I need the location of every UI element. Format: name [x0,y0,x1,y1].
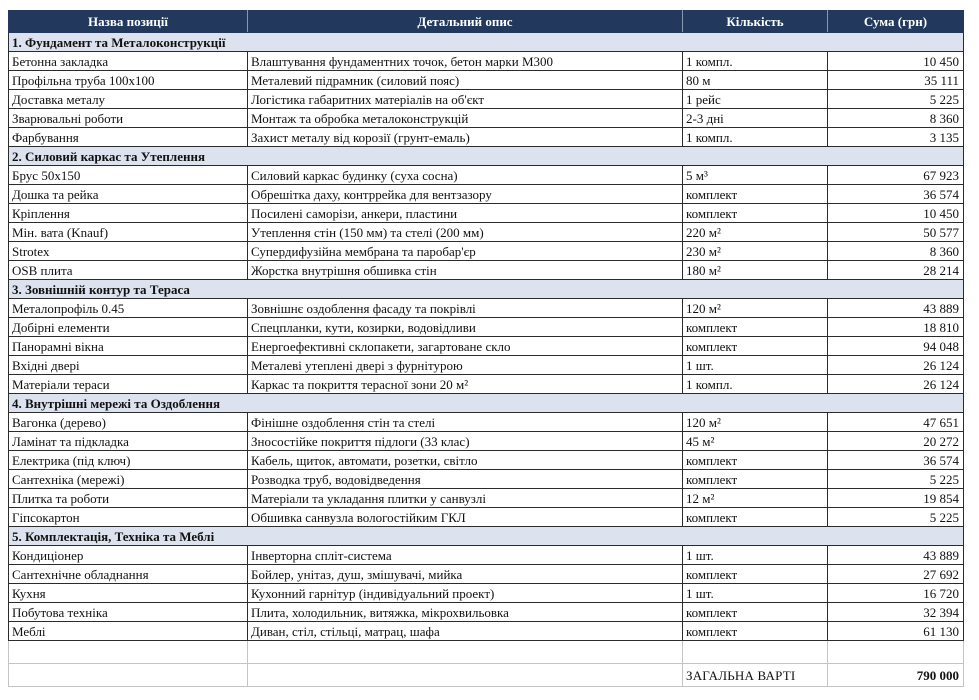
cell-quantity[interactable]: 120 м² [683,413,828,432]
cell-description[interactable]: Зовнішнє оздоблення фасаду та покрівлі [248,299,683,318]
cell-quantity[interactable]: 1 компл. [683,375,828,394]
table-row [9,451,964,470]
cell-quantity[interactable]: комплект [683,470,828,489]
cell-name[interactable]: Металопрофіль 0.45 [9,299,248,318]
cell-quantity[interactable]: 1 шт. [683,584,828,603]
cell-sum[interactable]: 26 124 [828,375,964,394]
cell-sum[interactable]: 32 394 [828,603,964,622]
cell-name[interactable]: Мін. вата (Knauf) [9,223,248,242]
table-row [9,375,964,394]
cell-quantity[interactable]: 1 шт. [683,546,828,565]
cell-name[interactable]: Фарбування [9,128,248,147]
cell-description[interactable]: Інверторна спліт-система [248,546,683,565]
cell-description[interactable]: Плита, холодильник, витяжка, мікрохвильовка [248,603,683,622]
cell-description[interactable]: Диван, стіл, стільці, матрац, шафа [248,622,683,641]
section-header-row [9,33,964,52]
cell-sum[interactable]: 36 574 [828,451,964,470]
table-row [9,223,964,242]
cell-sum[interactable]: 10 450 [828,204,964,223]
cell-name[interactable]: Вхідні двері [9,356,248,375]
cell-quantity[interactable]: 1 шт. [683,356,828,375]
total-label[interactable]: ЗАГАЛЬНА ВАРТІ [683,664,828,687]
cell-quantity[interactable]: 1 компл. [683,52,828,71]
header-row [9,11,964,33]
cell-name[interactable]: Сантехніка (мережі) [9,470,248,489]
cell-sum[interactable]: 10 450 [828,52,964,71]
cell-name[interactable]: Бетонна закладка [9,52,248,71]
cell-sum[interactable]: 94 048 [828,337,964,356]
cell-name[interactable]: Кондиціонер [9,546,248,565]
cell-description[interactable]: Утеплення стін (150 мм) та стелі (200 мм) [248,223,683,242]
table-row [9,318,964,337]
cell-quantity[interactable]: 80 м [683,71,828,90]
table-row [9,52,964,71]
cell-description[interactable]: Спецпланки, кути, козирки, водовідливи [248,318,683,337]
cell-quantity[interactable]: 180 м² [683,261,828,280]
cell-name[interactable]: Доставка металу [9,90,248,109]
cell-description[interactable]: Жорстка внутрішня обшивка стін [248,261,683,280]
total-row [9,664,964,687]
cell-sum[interactable]: 61 130 [828,622,964,641]
cell-sum[interactable]: 8 360 [828,109,964,128]
table-row [9,337,964,356]
cell-quantity[interactable]: 2-3 дні [683,109,828,128]
table-row [9,242,964,261]
cell-quantity[interactable]: 120 м² [683,299,828,318]
cell-name[interactable]: Добірні елементи [9,318,248,337]
empty-cell[interactable] [683,641,828,664]
header-quantity[interactable]: Кількість [683,11,828,33]
cell-name[interactable]: Меблі [9,622,248,641]
empty-cell[interactable] [9,641,248,664]
cell-quantity[interactable]: 1 рейс [683,90,828,109]
section-title[interactable]: 5. Комплектація, Техніка та Меблі [9,527,964,546]
cell-description[interactable]: Кухонний гарнітур (індивідуальний проект) [248,584,683,603]
cell-sum[interactable]: 18 810 [828,318,964,337]
cell-quantity[interactable]: 12 м² [683,489,828,508]
cell-sum[interactable]: 8 360 [828,242,964,261]
estimate-table [8,10,964,687]
section-header-row [9,527,964,546]
cell-name[interactable]: Гіпсокартон [9,508,248,527]
cell-quantity[interactable]: комплект [683,603,828,622]
cell-name[interactable]: Сантехнічне обладнання [9,565,248,584]
table-row [9,261,964,280]
cell-description[interactable]: Бойлер, унітаз, душ, змішувачі, мийка [248,565,683,584]
table-row [9,470,964,489]
header-description[interactable]: Детальний опис [248,11,683,33]
spacer-row [9,641,964,664]
cell-sum[interactable]: 5 225 [828,508,964,527]
cell-name[interactable]: Кухня [9,584,248,603]
cell-name[interactable]: OSB плита [9,261,248,280]
cell-sum[interactable]: 27 692 [828,565,964,584]
cell-sum[interactable]: 43 889 [828,299,964,318]
cell-sum[interactable]: 28 214 [828,261,964,280]
cell-name[interactable]: Зварювальні роботи [9,109,248,128]
cell-sum[interactable]: 3 135 [828,128,964,147]
section-title[interactable]: 3. Зовнішній контур та Тераса [9,280,964,299]
cell-name[interactable]: Strotex [9,242,248,261]
cell-quantity[interactable]: 5 м³ [683,166,828,185]
cell-description[interactable]: Каркас та покриття терасної зони 20 м² [248,375,683,394]
cell-sum[interactable]: 26 124 [828,356,964,375]
cell-description[interactable]: Силовий каркас будинку (суха сосна) [248,166,683,185]
cell-sum[interactable]: 35 111 [828,71,964,90]
cell-description[interactable]: Посилені саморізи, анкери, пластини [248,204,683,223]
cell-quantity[interactable]: комплект [683,565,828,584]
cell-description[interactable]: Обшивка санвузла вологостійким ГКЛ [248,508,683,527]
table-row [9,166,964,185]
table-row [9,299,964,318]
cell-description[interactable]: Матеріали та укладання плитки у санвузлі [248,489,683,508]
empty-cell[interactable] [248,641,683,664]
cell-quantity[interactable]: комплект [683,451,828,470]
cell-description[interactable]: Обрешітка даху, контррейка для вентзазору [248,185,683,204]
cell-quantity[interactable]: комплект [683,337,828,356]
empty-cell[interactable] [828,641,964,664]
cell-name[interactable]: Кріплення [9,204,248,223]
cell-sum[interactable]: 43 889 [828,546,964,565]
table-row [9,71,964,90]
table-row [9,90,964,109]
cell-name[interactable]: Побутова техніка [9,603,248,622]
table-row [9,185,964,204]
cell-quantity[interactable]: комплект [683,318,828,337]
cell-description[interactable]: Фінішне оздоблення стін та стелі [248,413,683,432]
cell-quantity[interactable]: 1 компл. [683,128,828,147]
section-header-row [9,147,964,166]
cell-sum[interactable]: 20 272 [828,432,964,451]
section-title[interactable]: 1. Фундамент та Металоконструкції [9,33,964,52]
cell-name[interactable]: Плитка та роботи [9,489,248,508]
cell-description[interactable]: Супердифузійна мембрана та паробар'єр [248,242,683,261]
cell-quantity[interactable]: 230 м² [683,242,828,261]
cell-sum[interactable]: 50 577 [828,223,964,242]
cell-quantity[interactable]: 45 м² [683,432,828,451]
section-header-row [9,394,964,413]
total-value[interactable]: 790 000 [828,664,964,687]
empty-cell[interactable] [248,664,683,687]
table-row [9,603,964,622]
cell-quantity[interactable]: комплект [683,508,828,527]
table-row [9,204,964,223]
cell-sum[interactable]: 5 225 [828,470,964,489]
table-row [9,432,964,451]
table-row [9,489,964,508]
table-row [9,128,964,147]
cell-name[interactable]: Панорамні вікна [9,337,248,356]
cell-sum[interactable]: 5 225 [828,90,964,109]
cell-sum[interactable]: 19 854 [828,489,964,508]
cell-name[interactable]: Дошка та рейка [9,185,248,204]
cell-description[interactable]: Захист металу від корозії (грунт-емаль) [248,128,683,147]
cell-sum[interactable]: 16 720 [828,584,964,603]
section-title[interactable]: 4. Внутрішні мережі та Оздоблення [9,394,964,413]
cell-description[interactable]: Монтаж та обробка металоконструкцій [248,109,683,128]
cell-description[interactable]: Влаштування фундаментних точок, бетон марки М300 [248,52,683,71]
cell-description[interactable]: Металевий підрамник (силовий пояс) [248,71,683,90]
section-header-row [9,280,964,299]
empty-cell[interactable] [9,664,248,687]
header-sum[interactable]: Сума (грн) [828,11,964,33]
cell-sum[interactable]: 36 574 [828,185,964,204]
cell-description[interactable]: Енергоефективні склопакети, загартоване скло [248,337,683,356]
cell-description[interactable]: Логістика габаритних матеріалів на об'єкт [248,90,683,109]
cell-description[interactable]: Зносостійке покриття підлоги (33 клас) [248,432,683,451]
cell-sum[interactable]: 47 651 [828,413,964,432]
table-row [9,508,964,527]
section-title[interactable]: 2. Силовий каркас та Утеплення [9,147,964,166]
header-name[interactable]: Назва позиції [9,11,248,33]
table-row [9,413,964,432]
cell-name[interactable]: Брус 50х150 [9,166,248,185]
table-row [9,109,964,128]
cell-name[interactable]: Матеріали тераси [9,375,248,394]
table-row [9,565,964,584]
table-body [9,33,964,687]
cell-name[interactable]: Профільна труба 100х100 [9,71,248,90]
estimate-sheet [8,10,963,687]
cell-description[interactable]: Металеві утеплені двері з фурнітурою [248,356,683,375]
table-row [9,356,964,375]
cell-description[interactable]: Розводка труб, водовідведення [248,470,683,489]
cell-name[interactable]: Вагонка (дерево) [9,413,248,432]
cell-quantity[interactable]: комплект [683,622,828,641]
table-row [9,546,964,565]
table-row [9,622,964,641]
cell-quantity[interactable]: комплект [683,204,828,223]
cell-name[interactable]: Електрика (під ключ) [9,451,248,470]
cell-quantity[interactable]: 220 м² [683,223,828,242]
cell-description[interactable]: Кабель, щиток, автомати, розетки, світло [248,451,683,470]
cell-sum[interactable]: 67 923 [828,166,964,185]
table-row [9,584,964,603]
cell-quantity[interactable]: комплект [683,185,828,204]
cell-name[interactable]: Ламінат та підкладка [9,432,248,451]
